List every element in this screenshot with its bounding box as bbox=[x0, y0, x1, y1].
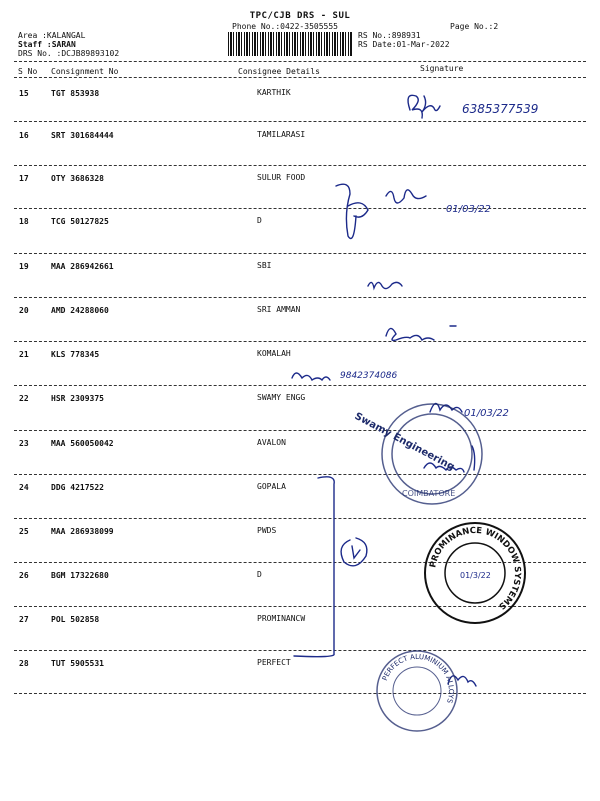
row-sno: 22 bbox=[19, 394, 29, 403]
row-consignee: KARTHIK bbox=[257, 88, 291, 97]
row-sno: 26 bbox=[19, 571, 29, 580]
row-sno: 21 bbox=[19, 350, 29, 359]
row-consignment-no: HSR 2309375 bbox=[51, 394, 104, 403]
row-consignment-no: OTY 3686328 bbox=[51, 174, 104, 183]
row-consignee: PWDS bbox=[257, 526, 277, 535]
signature-25 bbox=[341, 538, 367, 566]
prominance-stamp-text: PROMINANCE WINDOW SYSTEMS bbox=[428, 525, 523, 612]
col-signature-header: Signature bbox=[420, 64, 464, 73]
col-consignment-header: Consignment No bbox=[51, 67, 119, 76]
annotation-phone-15: 6385377539 bbox=[462, 102, 539, 116]
annotation-date-17: 01/03/22 bbox=[446, 204, 491, 215]
col-consignee-header: Consignee Details bbox=[238, 67, 320, 76]
drs-number: DRS No. :DCJB89893102 bbox=[18, 49, 120, 58]
perfect-stamp bbox=[372, 646, 462, 736]
row-sno: 28 bbox=[19, 659, 29, 668]
row-sno: 24 bbox=[19, 483, 29, 492]
row-consignee: KOMALAH bbox=[257, 349, 291, 358]
prominance-stamp bbox=[420, 518, 530, 628]
row-sno: 19 bbox=[19, 262, 29, 271]
signature-21 bbox=[292, 373, 330, 380]
row-consignment-no: TUT 5905531 bbox=[51, 659, 104, 668]
row-consignment-no: TCG 50127825 bbox=[51, 217, 109, 226]
rs-date: RS Date:01-Mar-2022 bbox=[358, 40, 450, 49]
col-sno-header: S No bbox=[18, 67, 38, 76]
row-consignee: AVALON bbox=[257, 438, 286, 447]
signature-17 bbox=[336, 184, 426, 238]
row-sno: 25 bbox=[19, 527, 29, 536]
row-sno: 15 bbox=[19, 89, 29, 98]
row-sno: 17 bbox=[19, 174, 29, 183]
row-consignee: GOPALA bbox=[257, 482, 286, 491]
signature-15 bbox=[408, 95, 440, 118]
row-consignee: SBI bbox=[257, 261, 272, 270]
bracket-mark bbox=[294, 477, 334, 657]
annotation-date-22: 01/03/22 bbox=[464, 408, 509, 419]
coimbatore-stamp-text: COIMBATORE bbox=[402, 489, 456, 498]
area-field: Area :KALANGAL bbox=[18, 31, 86, 40]
row-consignment-no: POL 502858 bbox=[51, 615, 100, 624]
phone-number: Phone No.:0422-3505555 bbox=[232, 22, 338, 31]
staff-field: Staff :SARAN bbox=[18, 40, 76, 49]
rs-number: RS No.:898931 bbox=[358, 31, 421, 40]
row-consignment-no: MAA 286942661 bbox=[51, 262, 114, 271]
row-consignment-no: BGM 17322680 bbox=[51, 571, 109, 580]
swamy-stamp-text: Swamy Engineering bbox=[352, 410, 457, 473]
row-consignee: PROMINANCW bbox=[257, 614, 306, 623]
row-consignment-no: AMD 24288060 bbox=[51, 306, 109, 315]
row-sno: 23 bbox=[19, 439, 29, 448]
svg-text:PROMINANCE WINDOW SYSTEMS bbox=[428, 526, 522, 611]
row-consignee: SRI AMMAN bbox=[257, 305, 301, 314]
row-consignee: TAMILARASI bbox=[257, 130, 306, 139]
row-consignment-no: MAA 560050042 bbox=[51, 439, 114, 448]
row-consignment-no: MAA 286938099 bbox=[51, 527, 114, 536]
signature-19 bbox=[368, 282, 402, 288]
row-consignment-no: SRT 301684444 bbox=[51, 131, 114, 140]
row-consignee: SULUR FOOD bbox=[257, 173, 306, 182]
row-sno: 18 bbox=[19, 217, 29, 226]
prominance-stamp-date: 01/3/22 bbox=[460, 571, 491, 580]
annotation-phone-21: 9842374086 bbox=[340, 371, 398, 381]
row-sno: 16 bbox=[19, 131, 29, 140]
perfect-stamp-text: PERFECT ALUMINIUM ALLOYS bbox=[380, 652, 456, 705]
row-sno: 20 bbox=[19, 306, 29, 315]
row-sno: 27 bbox=[19, 615, 29, 624]
row-consignment-no: DDG 4217522 bbox=[51, 483, 104, 492]
signature-20 bbox=[386, 326, 456, 340]
swamy-stamp bbox=[340, 388, 500, 508]
row-consignee: SWAMY ENGG bbox=[257, 393, 306, 402]
row-consignment-no: TGT 853938 bbox=[51, 89, 100, 98]
document-title: TPC/CJB DRS - SUL bbox=[249, 11, 351, 21]
row-consignment-no: KLS 778345 bbox=[51, 350, 100, 359]
row-consignee: PERFECT bbox=[257, 658, 291, 667]
page-number: Page No.:2 bbox=[450, 22, 499, 31]
row-consignee: D bbox=[257, 216, 262, 225]
row-consignee: D bbox=[257, 570, 262, 579]
